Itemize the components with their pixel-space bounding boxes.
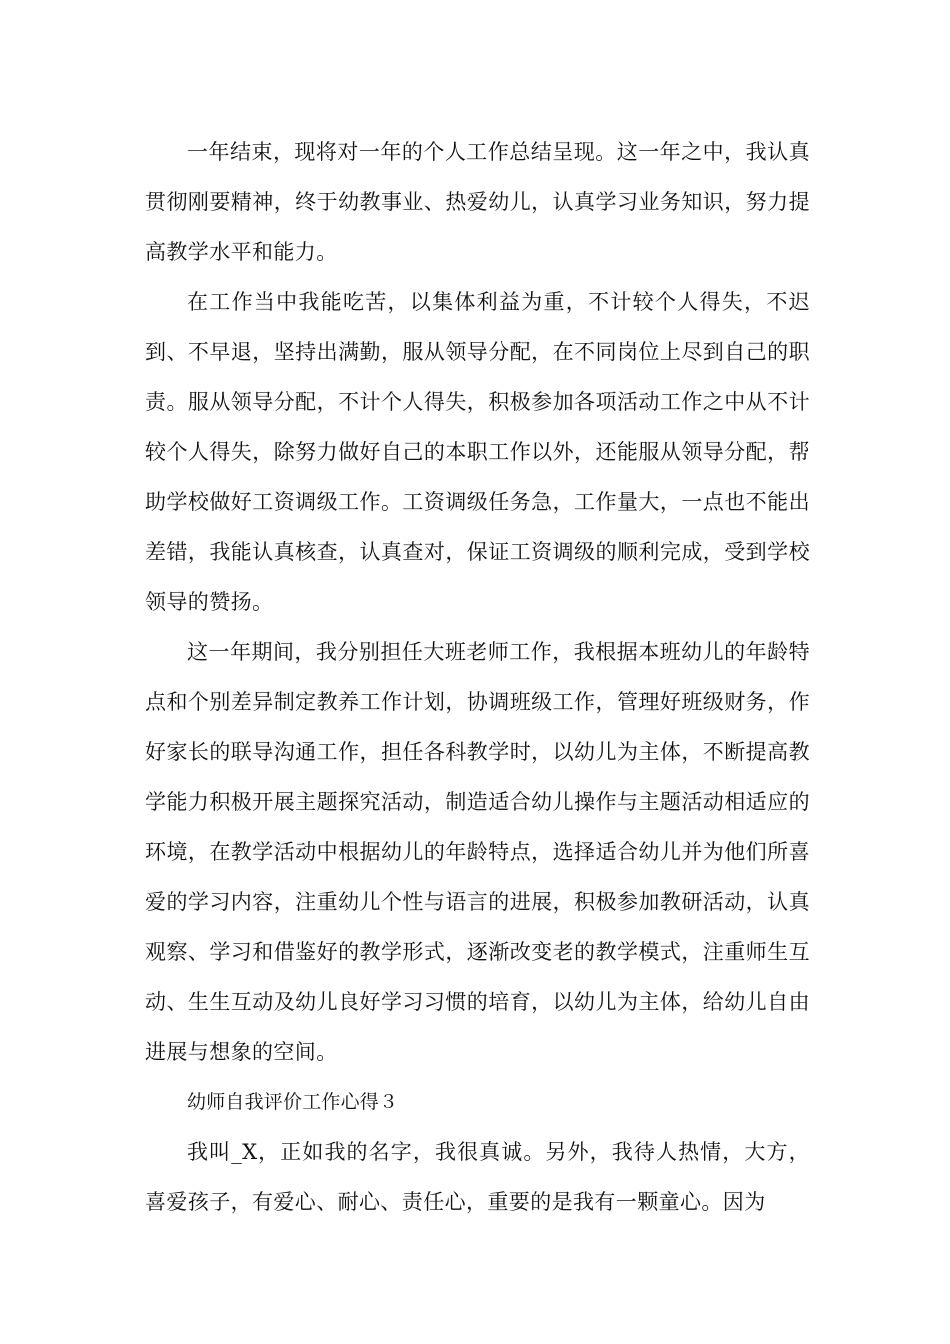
paragraph-intro: 一年结束，现将对一年的个人工作总结呈现。这一年之中，我认真贯彻刚要精神，终于幼教事业、热爱幼儿，认真学习业务知识，努力提高教学水平和能力。: [145, 140, 810, 264]
paragraph-work-attitude: 在工作当中我能吃苦，以集体利益为重，不计较个人得失，不迟到、不早退，坚持出满勤，服从领导分配，在不同岗位上尽到自己的职责。服从领导分配，不计个人得失，积极参加各项活动工作之中从不计较个人得失，除努力做好自己的本职工作以外，还能服从领导分配，帮助学校做好工资调级工作。工资调级任务急，工作量大，一点也不能出差错，我能认真核查，认真查对，保证工资调级的顺利完成，受到学校领导的赞扬。: [145, 290, 810, 614]
section-heading: 幼师自我评价工作心得３: [187, 1091, 399, 1113]
paragraph-teaching-work: 这一年期间，我分别担任大班老师工作，我根据本班幼儿的年龄特点和个别差异制定教养工作计划，协调班级工作，管理好班级财务，作好家长的联导沟通工作，担任各科教学时，以幼儿为主体，不断提高教学能力积极开展主题探究活动，制造适合幼儿操作与主题活动相适应的环境，在教学活动中根据幼儿的年龄特点，选择适合幼儿并为他们所喜爱的学习内容，注重幼儿个性与语言的进展，积极参加教研活动，认真观察、学习和借鉴好的教学形式，逐渐改变老的教学模式，注重师生互动、生生互动及幼儿良好学习习惯的培育，以幼儿为主体，给幼儿自由进展与想象的空间。: [145, 640, 810, 1064]
document-body: [145, 127, 810, 1227]
paragraph-self-introduction: 我叫_X，正如我的名字，我很真诚。另外，我待人热情，大方，喜爱孩子，有爱心、耐心、责任心，重要的是我有一颗童心。因为: [145, 1140, 810, 1214]
